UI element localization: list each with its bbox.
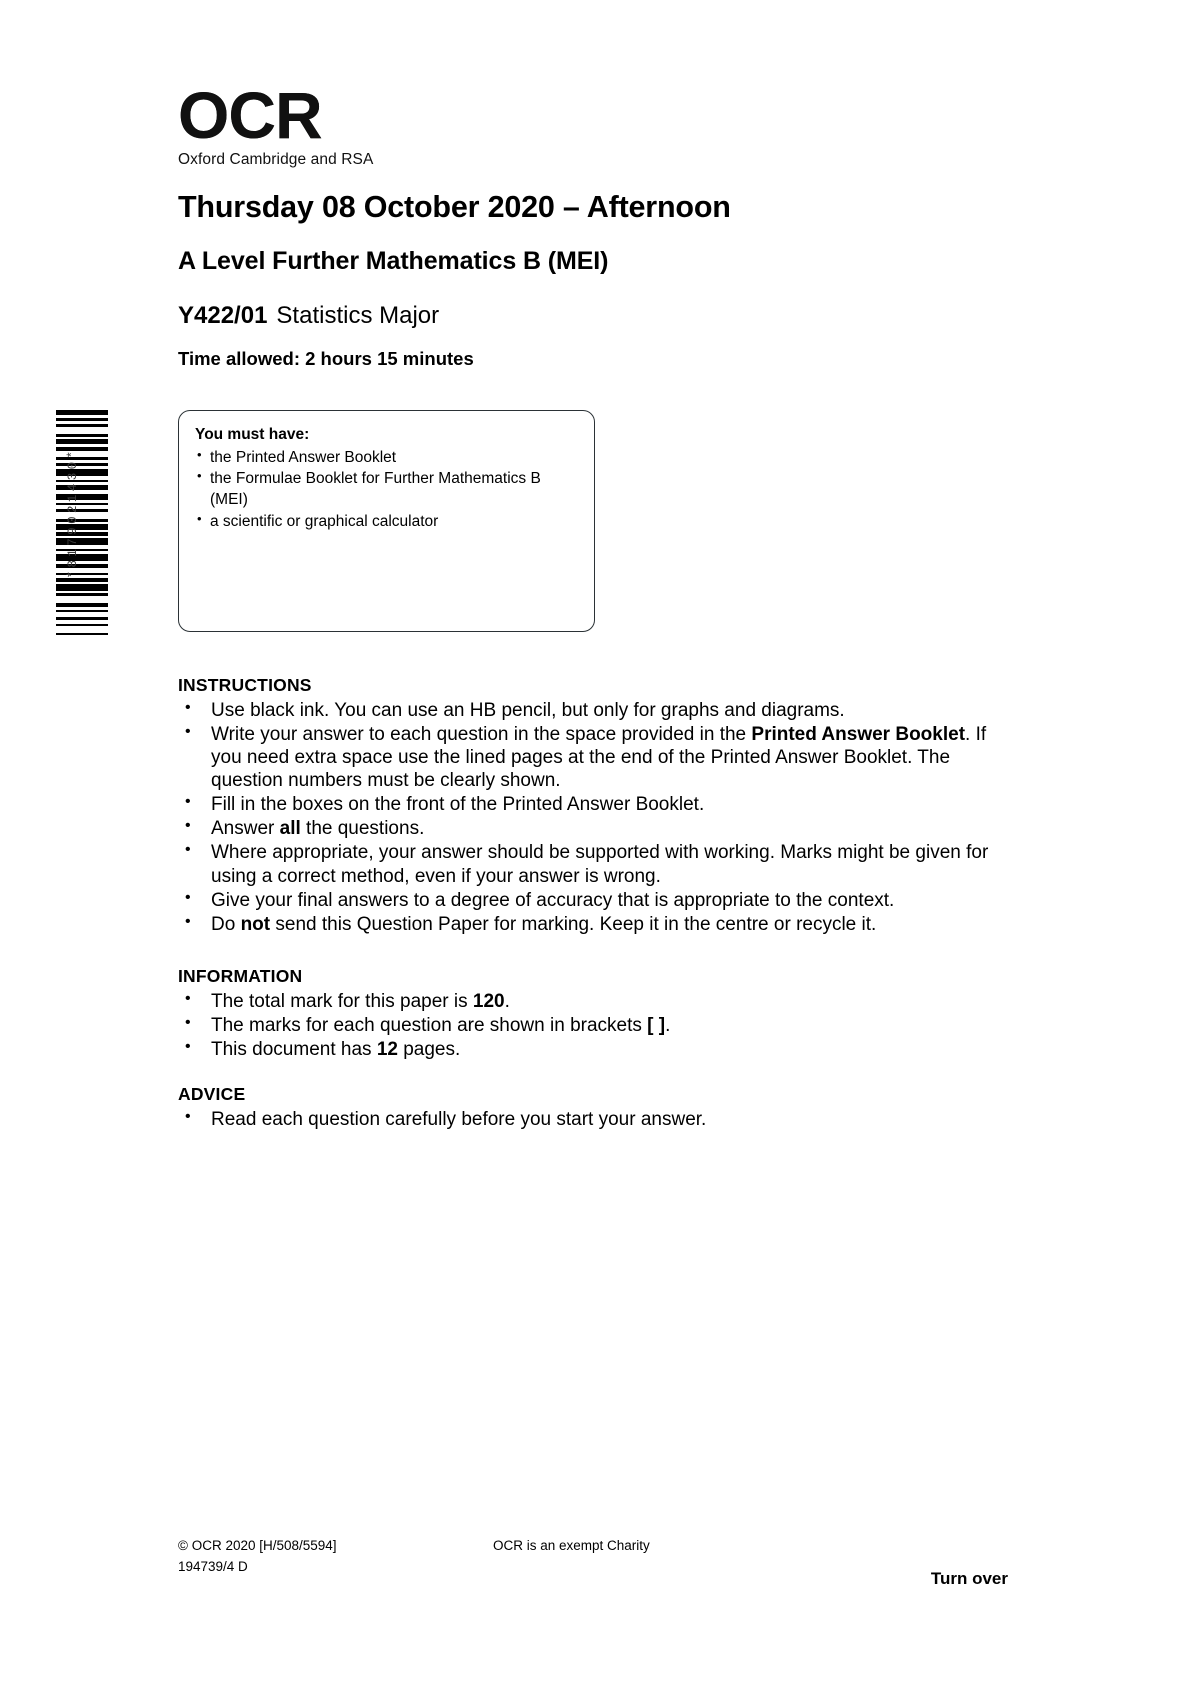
ocr-logo xyxy=(178,78,408,169)
bullet-text: The marks for each question are shown in brackets xyxy=(211,1015,648,1037)
information-heading: INFORMATION xyxy=(178,966,303,986)
charity-note: OCR is an exempt Charity xyxy=(493,1538,650,1553)
bullet-text: Do xyxy=(211,913,241,935)
instructions-list xyxy=(178,699,1008,936)
you-must-have-list xyxy=(195,447,578,532)
bullet-text: the questions. xyxy=(300,818,425,840)
emphasis-text: 12 xyxy=(376,1039,398,1061)
information-section xyxy=(178,966,1008,1062)
information-list xyxy=(178,990,1008,1061)
instructions-heading: INSTRUCTIONS xyxy=(178,675,312,695)
bullet-text: pages. xyxy=(397,1039,461,1061)
you-must-have-item: • the Formulae Booklet for Further Mathematics B (MEI) xyxy=(195,468,578,510)
bullet-text: The total mark for this paper is xyxy=(211,991,473,1012)
barcode-number: *8179021430* xyxy=(66,447,80,579)
bullet-text: Fill in the boxes on the front of the Printed Answer Booklet. xyxy=(211,794,705,816)
bullet-text: send this Question Paper for marking. Keep it in the centre or recycle it. xyxy=(270,913,877,935)
bullet-item xyxy=(178,990,1008,1013)
bullet-item xyxy=(178,1108,1008,1131)
bullet-item xyxy=(178,793,1008,816)
bullet-text: This document has xyxy=(211,1039,377,1061)
bullet-text: Where appropriate, your answer should be supported with working. Marks might be given for using a correct method, even if your answer is wrong. xyxy=(211,842,989,887)
ocr-logo-mark: OCR xyxy=(178,84,408,147)
bullet-text: Give your final answers to a degree of accuracy that is appropriate to the context. xyxy=(211,889,895,911)
footer-left xyxy=(178,1536,337,1578)
advice-section xyxy=(178,1084,1008,1132)
instructions-section xyxy=(178,675,1008,937)
bullet-item xyxy=(178,699,1008,722)
emphasis-text: [ ] xyxy=(647,1015,666,1037)
emphasis-text: 120 xyxy=(472,991,505,1012)
bullet-text: . xyxy=(665,1015,671,1037)
ocr-logo-strapline: Oxford Cambridge and RSA xyxy=(178,150,374,168)
exam-date-session: Thursday 08 October 2020 – Afternoon xyxy=(178,190,731,224)
you-must-have-box xyxy=(178,410,595,632)
barcode-bars xyxy=(56,410,108,638)
bullet-text: Read each question carefully before you start your answer. xyxy=(211,1109,707,1130)
bullet-item xyxy=(178,841,1008,887)
advice-heading: ADVICE xyxy=(178,1084,246,1104)
you-must-have-item: • a scientific or graphical calculator xyxy=(195,511,578,532)
bullet-item xyxy=(178,913,1008,936)
you-must-have-item: • the Printed Answer Booklet xyxy=(195,447,578,468)
paper-line xyxy=(178,302,439,330)
bullet-text: Use black ink. You can use an HB pencil, but only for graphs and diagrams. xyxy=(211,700,845,721)
document-number: 194739/4 D xyxy=(178,1558,248,1574)
advice-list xyxy=(178,1108,1008,1131)
bullet-item xyxy=(178,1038,1008,1061)
bullet-text: . If you need extra space use the lined pages at the end of the Printed Answer Booklet. The question numbers must be clearly shown. xyxy=(211,724,987,792)
time-allowed: Time allowed: 2 hours 15 minutes xyxy=(178,348,474,369)
page-footer xyxy=(178,1536,1008,1596)
barcode xyxy=(36,410,108,638)
bullet-text: Write your answer to each question in the space provided in the xyxy=(211,724,752,746)
bullet-item xyxy=(178,817,1008,840)
qualification-title: A Level Further Mathematics B (MEI) xyxy=(178,247,609,275)
bullet-text: Answer xyxy=(211,818,280,840)
emphasis-text: all xyxy=(279,818,301,840)
bullet-item xyxy=(178,889,1008,912)
emphasis-text: not xyxy=(240,913,271,935)
bullet-item xyxy=(178,723,1008,792)
paper-name: Statistics Major xyxy=(276,302,440,329)
bullet-text: . xyxy=(504,991,510,1012)
copyright-line: © OCR 2020 [H/508/5594] xyxy=(178,1538,337,1553)
emphasis-text: Printed Answer Booklet xyxy=(751,724,966,746)
turn-over-label: Turn over xyxy=(930,1569,1008,1588)
you-must-have-title: You must have: xyxy=(195,426,310,443)
paper-code: Y422/01 xyxy=(178,302,268,329)
bullet-item xyxy=(178,1014,1008,1037)
